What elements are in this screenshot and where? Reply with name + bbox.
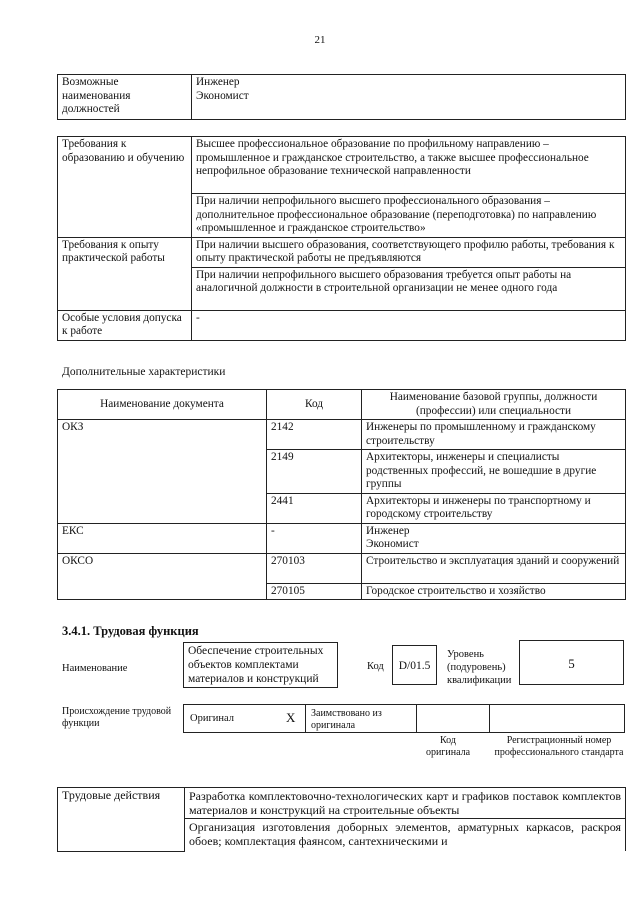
code-original-label: Код оригинала	[425, 735, 471, 758]
name-cell	[362, 523, 626, 553]
level-value: 5	[568, 656, 575, 671]
education-label: Требования к образованию и обучению	[58, 137, 192, 238]
origin-divider	[489, 704, 490, 733]
origin-divider	[416, 704, 417, 733]
table-row	[58, 523, 626, 553]
document-okz: ОКЗ	[58, 420, 267, 524]
page-number: 21	[314, 34, 326, 46]
original-mark: X	[286, 710, 296, 725]
code-value: D/01.5	[398, 660, 431, 672]
experience-requirement: При наличии высшего образования, соответствующего профилю работы, требования к опыту практической работы не предъявляются	[192, 237, 626, 267]
special-conditions-value: -	[192, 310, 626, 340]
code-box	[392, 645, 437, 685]
document-okso: ОКСО	[58, 553, 267, 600]
positions-values	[192, 75, 626, 120]
experience-requirement: При наличии непрофильного высшего образования требуется опыт работы на аналогичной должности в строительной организации не менее одного года	[192, 267, 626, 310]
labour-actions-label: Трудовые действия	[58, 788, 185, 852]
special-conditions-label: Особые условия допуска к работе	[58, 310, 192, 340]
code-cell: 2441	[267, 493, 362, 523]
column-header: Код	[267, 390, 362, 420]
table-row	[58, 553, 626, 583]
column-header: Наименование документа	[58, 390, 267, 420]
function-name-value: Обеспечение строительных объектов комплектами материалов и конструкций	[188, 645, 324, 685]
borrowed-label: Заимствовано из оригинала	[311, 708, 382, 731]
table-row	[58, 420, 626, 450]
document-eks: ЕКС	[58, 523, 267, 553]
reg-number-label: Регистрационный номер профессионального стандарта	[494, 735, 624, 758]
eks-name: Инженер	[366, 524, 410, 537]
code-cell: -	[267, 523, 362, 553]
labour-action: Организация изготовления доборных элементов, арматурных каркасов, раскроя обоев; комплектация фаянсом, сантехническими и	[185, 819, 626, 852]
column-header: Наименование базовой группы, должности (профессии) или специальности	[362, 390, 626, 420]
table-header-row	[58, 390, 626, 420]
experience-label: Требования к опыту практической работы	[58, 237, 192, 310]
requirements-table	[57, 136, 626, 341]
code-cell: 270103	[267, 553, 362, 583]
function-title: 3.4.1. Трудовая функция	[62, 624, 199, 638]
education-requirement: Высшее профессиональное образование по профильному направлению – промышленное и гражданское строительство, а также высшее профессиональное непрофильное образование технической направленности	[192, 137, 626, 194]
code-cell: 2142	[267, 420, 362, 450]
name-cell: Городское строительство и хозяйство	[362, 583, 626, 600]
additional-characteristics-title: Дополнительные характеристики	[62, 366, 226, 378]
table-row	[58, 237, 626, 267]
name-cell: Инженеры по промышленному и гражданскому строительству	[362, 420, 626, 450]
positions-label: Возможные наименования должностей	[58, 75, 192, 120]
table-row	[58, 75, 626, 120]
original-label: Оригинал	[190, 713, 234, 724]
labour-action: Разработка комплектовочно-технологических карт и графиков поставок комплектов материалов и конструкций на строительные объекты	[185, 788, 626, 819]
position-name: Экономист	[196, 89, 249, 102]
name-cell: Архитекторы, инженеры и специалисты родственных профессий, не вошедшие в другие группы	[362, 450, 626, 494]
table-row	[58, 137, 626, 194]
code-cell: 270105	[267, 583, 362, 600]
eks-name: Экономист	[366, 538, 419, 550]
labour-actions-table	[57, 787, 626, 852]
table-row	[58, 788, 626, 819]
function-name-box	[183, 642, 338, 688]
name-cell: Строительство и эксплуатация зданий и сооружений	[362, 553, 626, 583]
additional-characteristics-table	[57, 389, 626, 600]
code-label: Код	[367, 661, 384, 672]
education-requirement: При наличии непрофильного высшего профессионального образования – дополнительное профессиональное образование (переподготовка) по направлению «промышленное и гражданское строительство»	[192, 194, 626, 238]
code-cell: 2149	[267, 450, 362, 494]
position-name: Инженер	[196, 76, 240, 88]
positions-table	[57, 74, 626, 120]
level-box	[519, 640, 624, 685]
table-row	[58, 310, 626, 340]
origin-divider	[305, 704, 306, 733]
origin-label: Происхождение трудовой функции	[62, 706, 172, 729]
name-cell: Архитекторы и инженеры по транспортному и городскому строительству	[362, 493, 626, 523]
function-name-label: Наименование	[62, 663, 128, 674]
qualification-level-label: Уровень (подуровень) квалификации	[447, 649, 512, 686]
